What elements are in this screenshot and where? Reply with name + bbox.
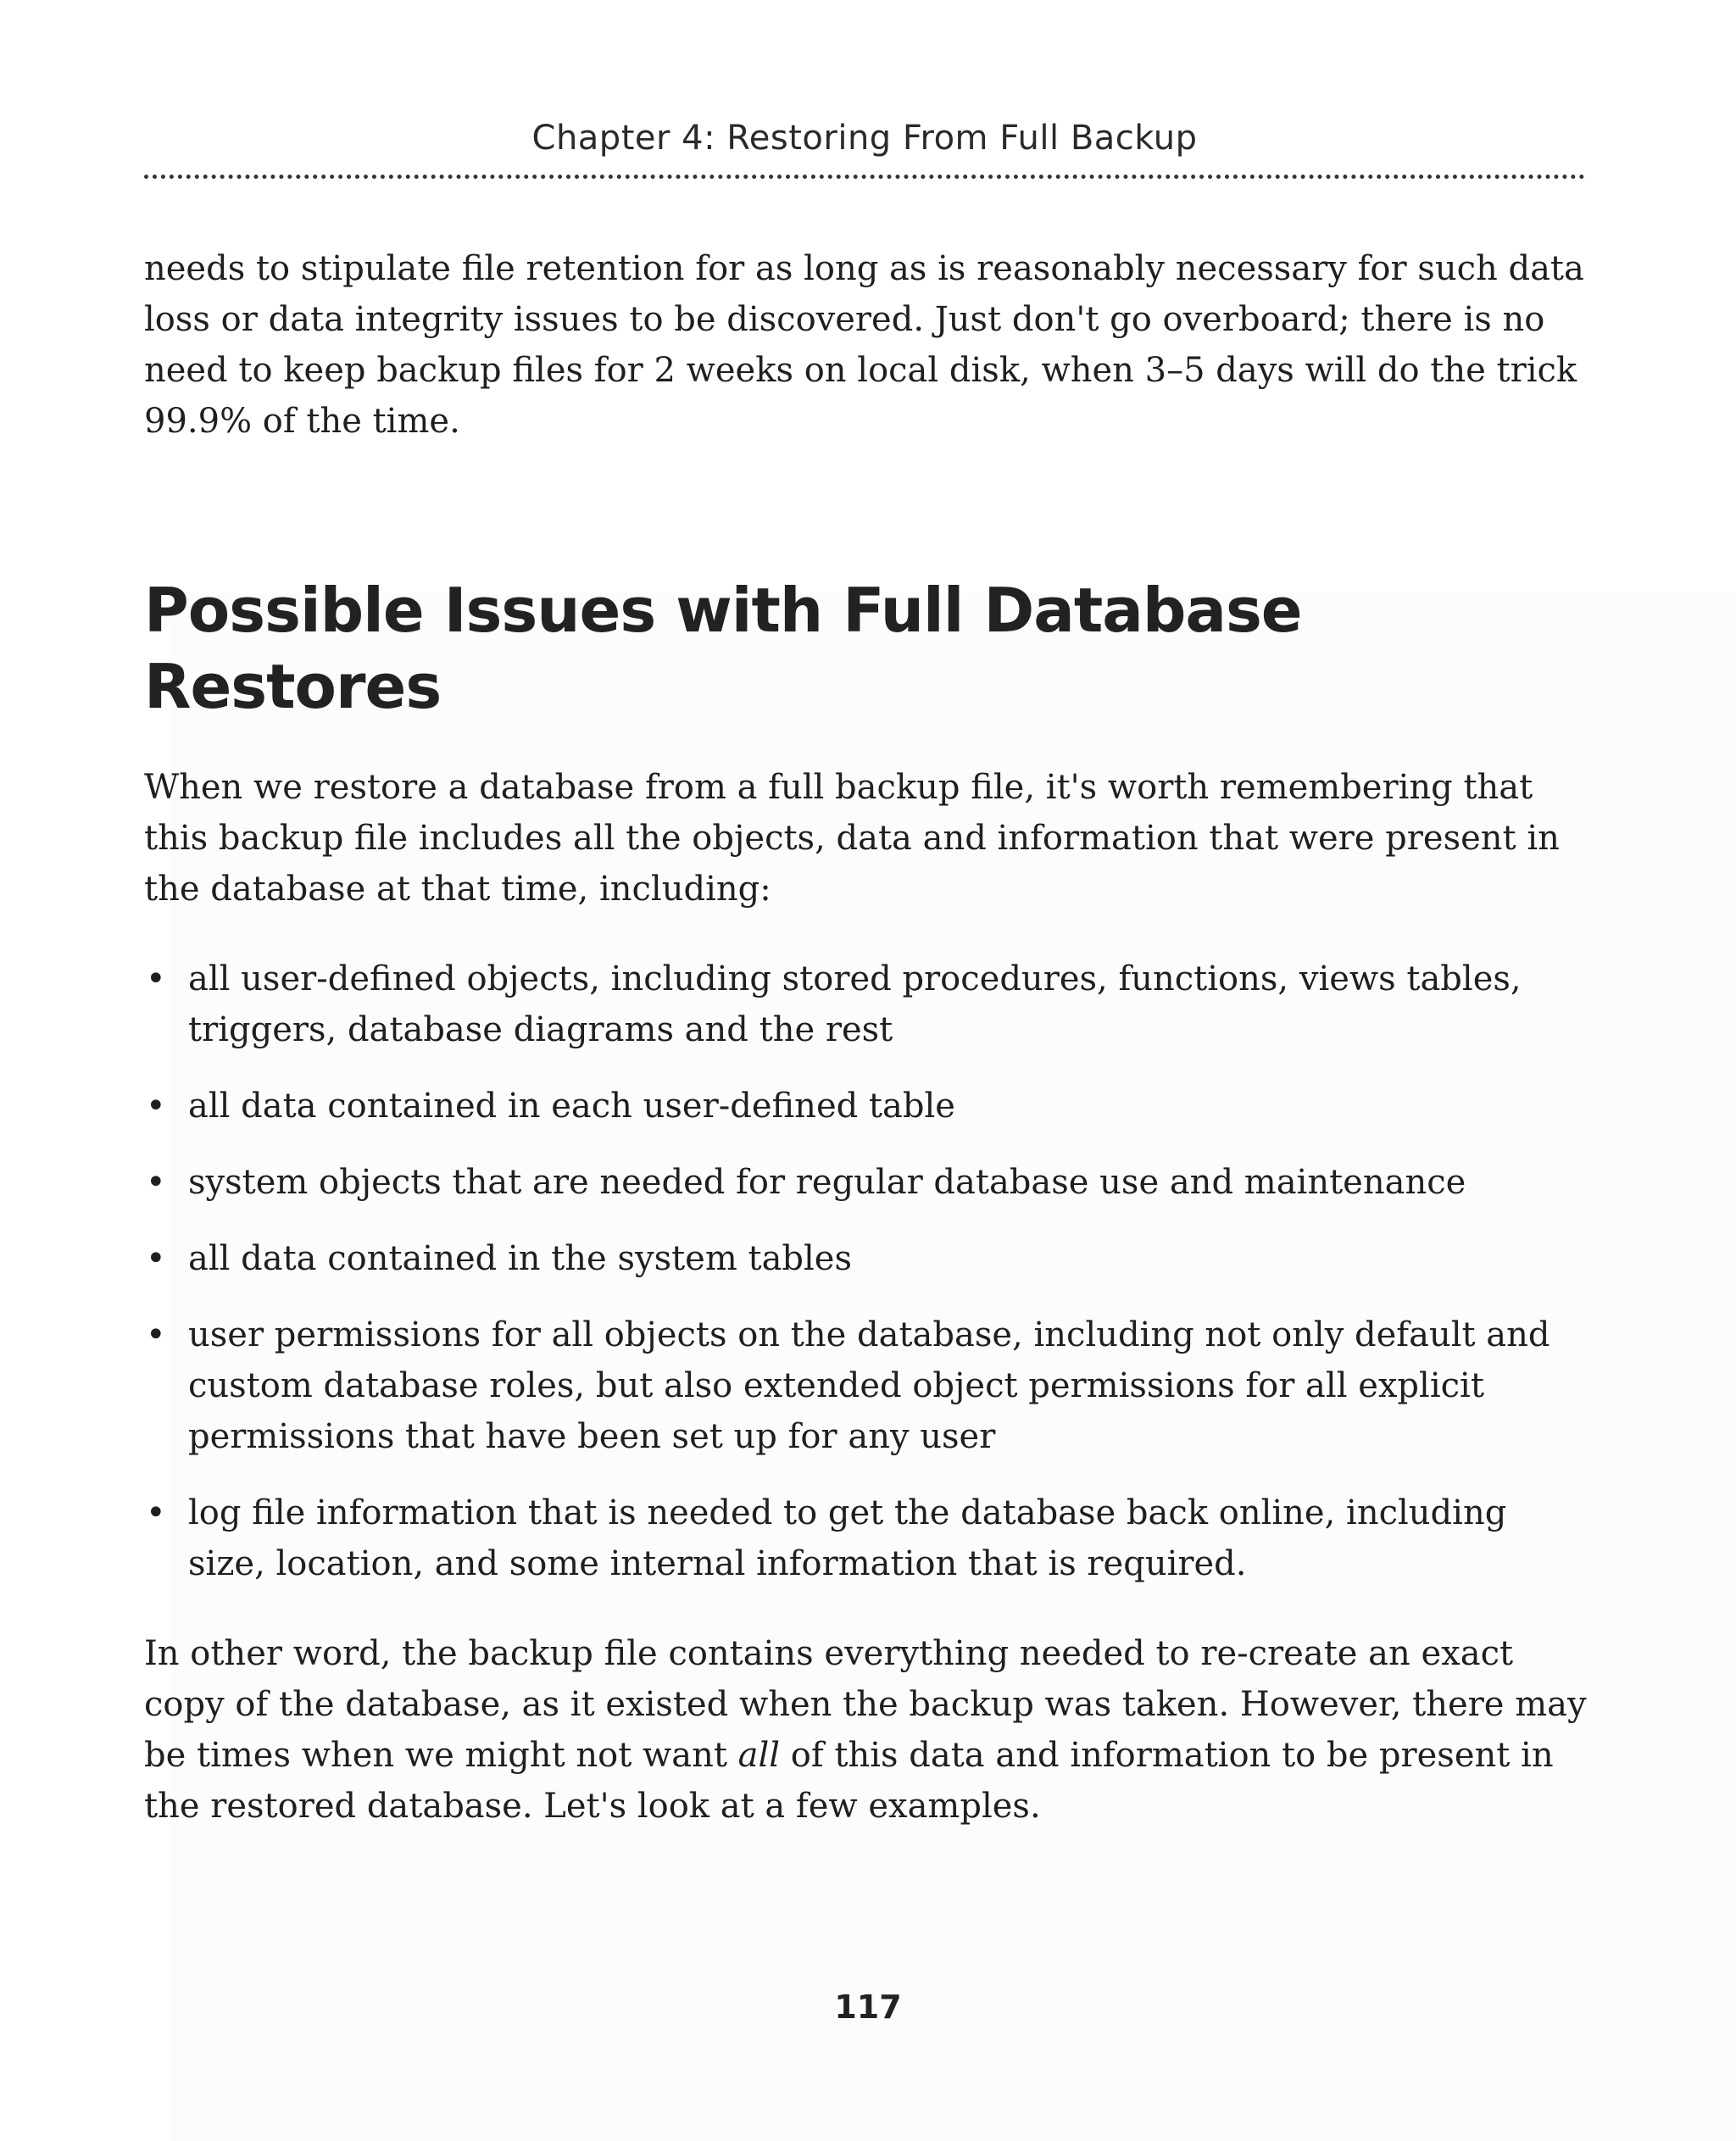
bullet-item: • all data contained in the system tables [144, 1233, 1594, 1284]
bullet-item: • system objects that are needed for regular database use and maintenance [144, 1157, 1594, 1208]
section-heading: Possible Issues with Full Database Restores [144, 575, 1302, 722]
page-number: 117 [834, 1988, 902, 2026]
closing-text-start: In other word, the backup file contains everything needed to re-create an exact copy of the database, as it existed when the backup was taken. However, there may be times when we might not want [144, 1634, 1587, 1775]
lead-paragraph: When we restore a database from a full backup file, it's worth remembering that this backup file includes all the objects, data and information that were present in the database at that time, including: [144, 768, 1560, 909]
bullet-item: • all user-defined objects, including stored procedures, functions, views tables, triggers, database diagrams and the rest [144, 954, 1594, 1055]
page-content [144, 243, 1594, 1832]
bullet-item: • log file information that is needed to get the database back online, including size, location, and some internal information that is required. [144, 1488, 1594, 1589]
intro-paragraph: needs to stipulate file retention for as long as is reasonably necessary for such data loss or data integrity issues to be discovered. Just don't go overboard; there is no need to keep backup files for 2 weeks on local disk, when 3–5 days will do the trick 99.9% of the time. [144, 249, 1584, 441]
emphasis-all: all [737, 1736, 781, 1775]
header-dotted-rule [144, 175, 1585, 179]
bullet-item: • user permissions for all objects on the database, including not only default and custom database roles, but also extended object permissions for all explicit permissions that have been set up for any user [144, 1310, 1594, 1462]
running-header: Chapter 4: Restoring From Full Backup [531, 119, 1198, 158]
bullet-list [144, 954, 1594, 1589]
closing-paragraph [144, 1628, 1594, 1832]
bullet-item: • all data contained in each user-defined table [144, 1081, 1594, 1132]
closing-text-end: of this data and information to be present in the restored database. Let's look at a few examples. [144, 1736, 1554, 1826]
